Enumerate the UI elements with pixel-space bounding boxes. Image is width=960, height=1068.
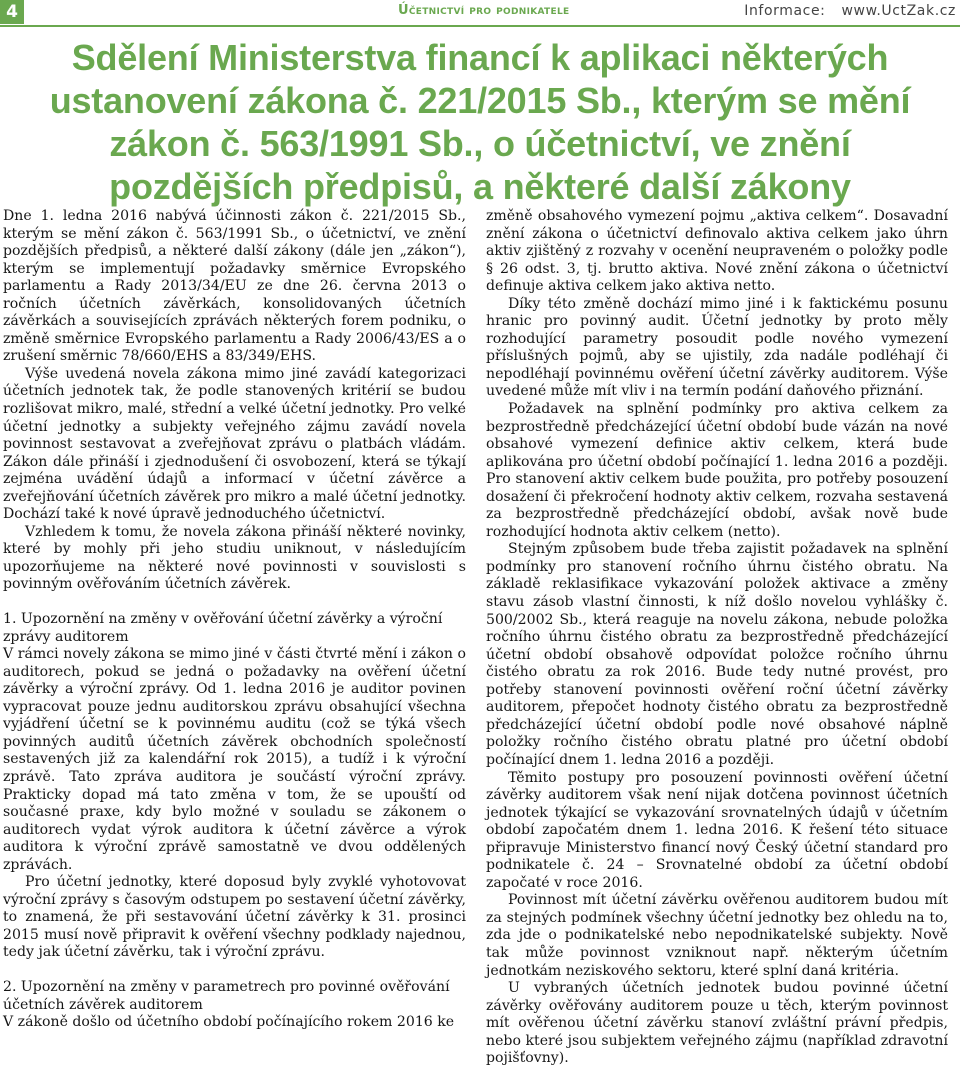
website-link[interactable]: www.UctZak.cz [841, 3, 956, 19]
paragraph: Díky této změně dochází mimo jiné i k faktickému posunu hranic pro povinný audit. Účetní jednotky by proto měly rozhodující parametry posoudit podle nového vymezení příslušných pojmů, aby se ujistily, zda nadále podléhají či nepodléhají povinnému ověření účetní závěrky auditorem. Výše uvedené může mít vliv i na termín podání daňového přiznání. [486, 295, 948, 400]
page-header [0, 0, 960, 26]
section-title: Účetnictví pro podnikatele [398, 3, 570, 18]
header-rule [0, 25, 960, 27]
header-info [744, 3, 956, 19]
page-number: 4 [0, 0, 24, 24]
paragraph: Těmito postupy pro posouzení povinnosti ověření účetní závěrky auditorem však není nijak dotčena povinnost účetních jednotek týkající se vykazování srovnatelných údajů v účetním období započatém dnem 1. ledna 2016. K řešení této situace připravuje Ministerstvo financí nový Český účetní standard pro podnikatele č. 24 – Srovnatelné období za účetní období započaté v roce 2016. [486, 769, 948, 891]
paragraph: Stejným způsobem bude třeba zajistit požadavek na splnění podmínky pro stanovení ročního úhrnu čistého obratu. Na základě reklasifikace vykazování položek aktivace a změny stavu zásob vlastní činnosti, k níž došlo novelou vyhlášky č. 500/2002 Sb., která reaguje na novelu zákona, nebude položka ročního úhrnu čistého obratu za bezprostředně předcházející účetní období obsahově odpovídat položce ročního úhrnu čistého obratu za rok 2016. Bude tedy nutné provést, pro potřeby stanovení povinnosti ověření roční účetní závěrky auditorem, přepočet hodnoty čistého obratu za bezprostředně předcházející účetní období podle nové obsahové náplně položky ročního čistého obratu platné pro účetní období počínající dnem 1. ledna 2016 a později. [486, 541, 948, 768]
left-column [3, 208, 466, 1032]
paragraph: Vzhledem k tomu, že novela zákona přináší některé novinky, které by mohly při jeho studiu uniknout, v následujícím upozorňujeme na některé nové povinnosti v souvislosti s povinným ověřováním účetních závěrek. [3, 523, 466, 593]
paragraph: Povinnost mít účetní závěrku ověřenou auditorem budou mít za stejných podmínek všechny účetní jednotky bez ohledu na to, zda jde o podnikatelské nebo nepodnikatelské subjekty. Nově tak může povinnost vzniknout např. některým účetním jednotkám neziskového sektoru, které splní daná kritéria. [486, 892, 948, 979]
paragraph: Dne 1. ledna 2016 nabývá účinnosti zákon č. 221/2015 Sb., kterým se mění zákon č. 563/1991 Sb., o účetnictví, ve znění pozdějších předpisů, a některé další zákony (dále jen „zákon“), kterým se implementují požadavky směrnice Evropského parlamentu a Rady 2013/34/EU ze dne 26. června 2013 o ročních účetních závěrkách, konsolidovaných účetních závěrkách a souvisejících zprávách některých forem podniku, o změně směrnice Evropského parlamentu a Rady 2006/43/ES a o zrušení směrnic 78/660/EHS a 83/349/EHS. [3, 208, 466, 365]
paragraph: Výše uvedená novela zákona mimo jiné zavádí kategorizaci účetních jednotek tak, že podle stanovených kritérií se budou rozlišovat mikro, malé, střední a velké účetní jednotky. Pro velké účetní jednotky a subjekty veřejného zájmu zavádí novela povinnost sestavovat a zveřejňovat zprávu o platbách vládám. Zákon dále přináší i zjednodušení či osvobození, která se týkají zejména uvádění údajů a informací v účetní závěrce a zveřejňování účetních závěrek pro mikro a malé účetní jednotky. Dochází také k nové úpravě jednoduchého účetnictví. [3, 365, 466, 523]
paragraph: Pro účetní jednotky, které doposud byly zvyklé vyhotovovat výroční zprávy s časovým odstupem po sestavení účetní závěrky, to znamená, že při sestavování účetní závěrky k 31. prosinci 2015 musí nově připravit k ověření všechny podklady najednou, tedy jak účetní závěrku, tak i výroční zprávu. [3, 874, 466, 961]
paragraph: V rámci novely zákona se mimo jiné v části čtvrté mění i zákon o auditorech, pokud se jedná o požadavky na ověření účetní závěrky a výroční zprávy. Od 1. ledna 2016 je auditor povinen vypracovat pouze jednu auditorskou zprávu obsahující všechna vyjádření účetní se k povinnému auditu (což se týká všech povinných auditů účetních závěrek obchodních společností sestavených již za kalendářní rok 2015), a tudíž i k výroční zprávě. Tato zpráva auditora je součástí výroční zprávy. Prakticky dopad má tato změna v tom, že se upouští od současné praxe, kdy bylo možné v souladu se zákonem o auditorech vydat výrok auditora k účetní závěrce a výrok auditora k výroční zprávě samostatně ve dvou oddělených zprávách. [3, 646, 466, 873]
section-heading: 2. Upozornění na změny v parametrech pro povinné ověřování účetních závěrek auditorem [3, 978, 450, 1013]
paragraph: U vybraných účetních jednotek budou povinné účetní závěrky ověřovány auditorem pouze u těch, kterým povinnost mít ověřenou účetní závěrku stanoví zvláštní právní předpis, nebo které jsou subjektem veřejného zájmu (například zdravotní pojišťovny). [486, 980, 948, 1067]
right-column [486, 208, 948, 1068]
paragraph: Požadavek na splnění podmínky pro aktiva celkem za bezprostředně předcházející účetní období bude vázán na nové obsahové vymezení definice aktiv celkem, která bude aplikována pro účetní období počínající 1. ledna 2016 a později. Pro stanovení aktiv celkem bude použita, pro potřeby posouzení dosažení či překročení hodnoty aktiv celkem, rozvaha sestavená za bezprostředně předcházející období, avšak nově bude rozhodující hodnota aktiv celkem (netto). [486, 401, 948, 540]
info-label: Informace: [744, 3, 826, 19]
article-title: Sdělení Ministerstva financí k aplikaci některých ustanovení zákona č. 221/2015 Sb., kterým se mění zákon č. 563/1991 Sb., o účetnictví, ve znění pozdějších předpisů, a některé další zákony [49, 37, 911, 207]
paragraph: V zákoně došlo od účetního období počínajícího rokem 2016 ke [3, 1014, 455, 1031]
paragraph: změně obsahového vymezení pojmu „aktiva celkem“. Dosavadní znění zákona o účetnictví definovalo aktiva celkem jako úhrn aktiv zjištěný z rozvahy v ocenění neupraveném o položky podle § 26 odst. 3, tj. brutto aktiva. Nové znění zákona o účetnictví definuje aktiva celkem jako aktiva netto. [486, 208, 948, 295]
section-heading: 1. Upozornění na změny v ověřování účetní závěrky a výroční zprávy auditorem [3, 611, 443, 645]
